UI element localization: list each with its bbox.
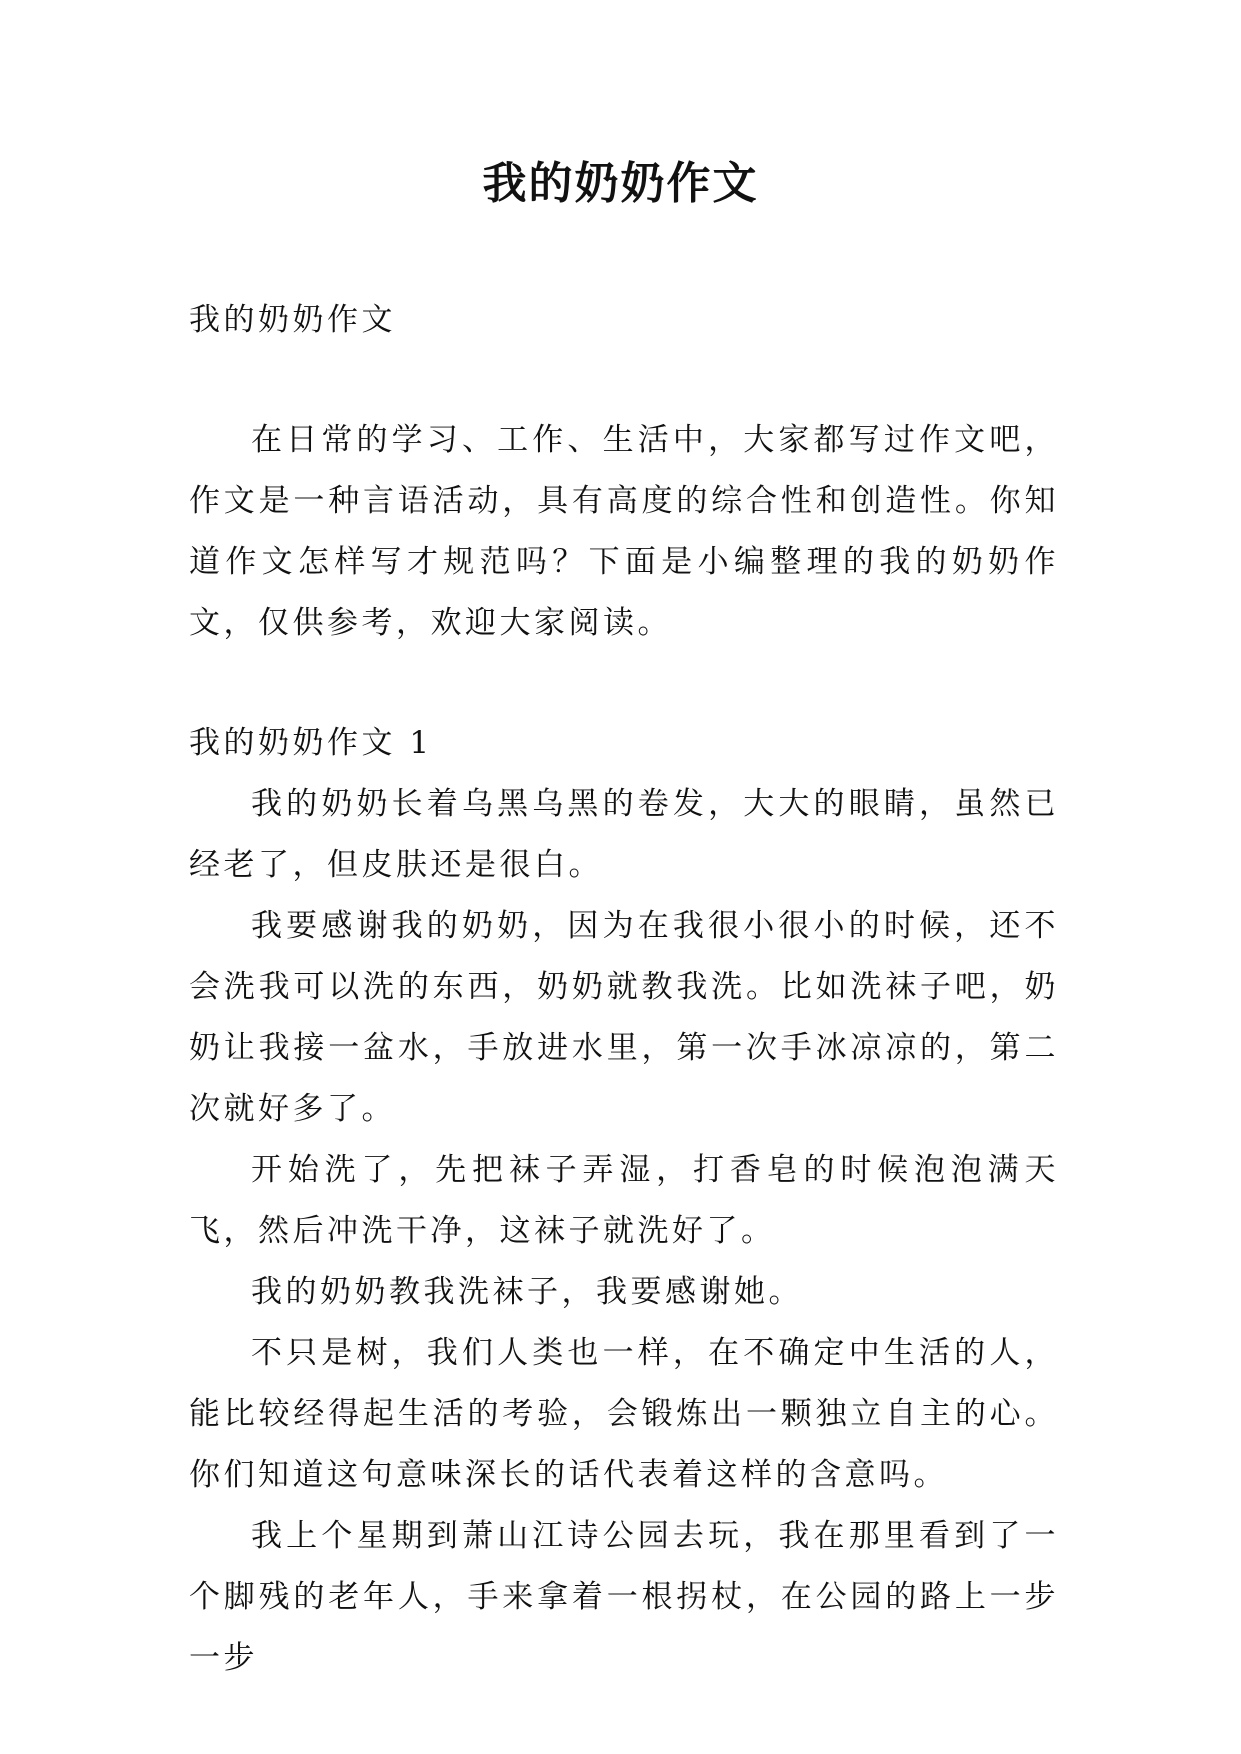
body-paragraph: 我的奶奶长着乌黑乌黑的卷发，大大的眼睛，虽然已经老了，但皮肤还是很白。 xyxy=(189,786,1059,883)
body-paragraph: 开始洗了，先把袜子弄湿，打香皂的时候泡泡满天飞，然后冲洗干净，这袜子就洗好了。 xyxy=(189,1152,1059,1249)
section-heading: 我的奶奶作文 1 xyxy=(189,725,433,761)
spacer xyxy=(189,351,1059,410)
intro-paragraph: 在日常的学习、工作、生活中，大家都写过作文吧，作文是一种言语活动，具有高度的综合性和创造性。你知道作文怎样写才规范吗？下面是小编整理的我的奶奶作文，仅供参考，欢迎大家阅读。 xyxy=(189,422,1059,641)
body-paragraph: 我要感谢我的奶奶，因为在我很小很小的时候，还不会洗我可以洗的东西，奶奶就教我洗。比如洗袜子吧，奶奶让我接一盆水，手放进水里，第一次手冰凉凉的，第二次就好多了。 xyxy=(189,908,1059,1127)
document-title: 我的奶奶作文 xyxy=(482,158,759,209)
body-paragraph: 我的奶奶教我洗袜子，我要感谢她。 xyxy=(251,1274,803,1310)
document-body xyxy=(189,290,1059,1689)
spacer xyxy=(189,654,1059,713)
subtitle: 我的奶奶作文 xyxy=(189,302,396,338)
body-paragraph: 不只是树，我们人类也一样，在不确定中生活的人，能比较经得起生活的考验，会锻炼出一颗独立自主的心。你们知道这句意味深长的话代表着这样的含意吗。 xyxy=(189,1335,1059,1493)
body-paragraph: 我上个星期到萧山江诗公园去玩，我在那里看到了一个脚残的老年人，手来拿着一根拐杖，在公园的路上一步一步 xyxy=(189,1518,1059,1676)
